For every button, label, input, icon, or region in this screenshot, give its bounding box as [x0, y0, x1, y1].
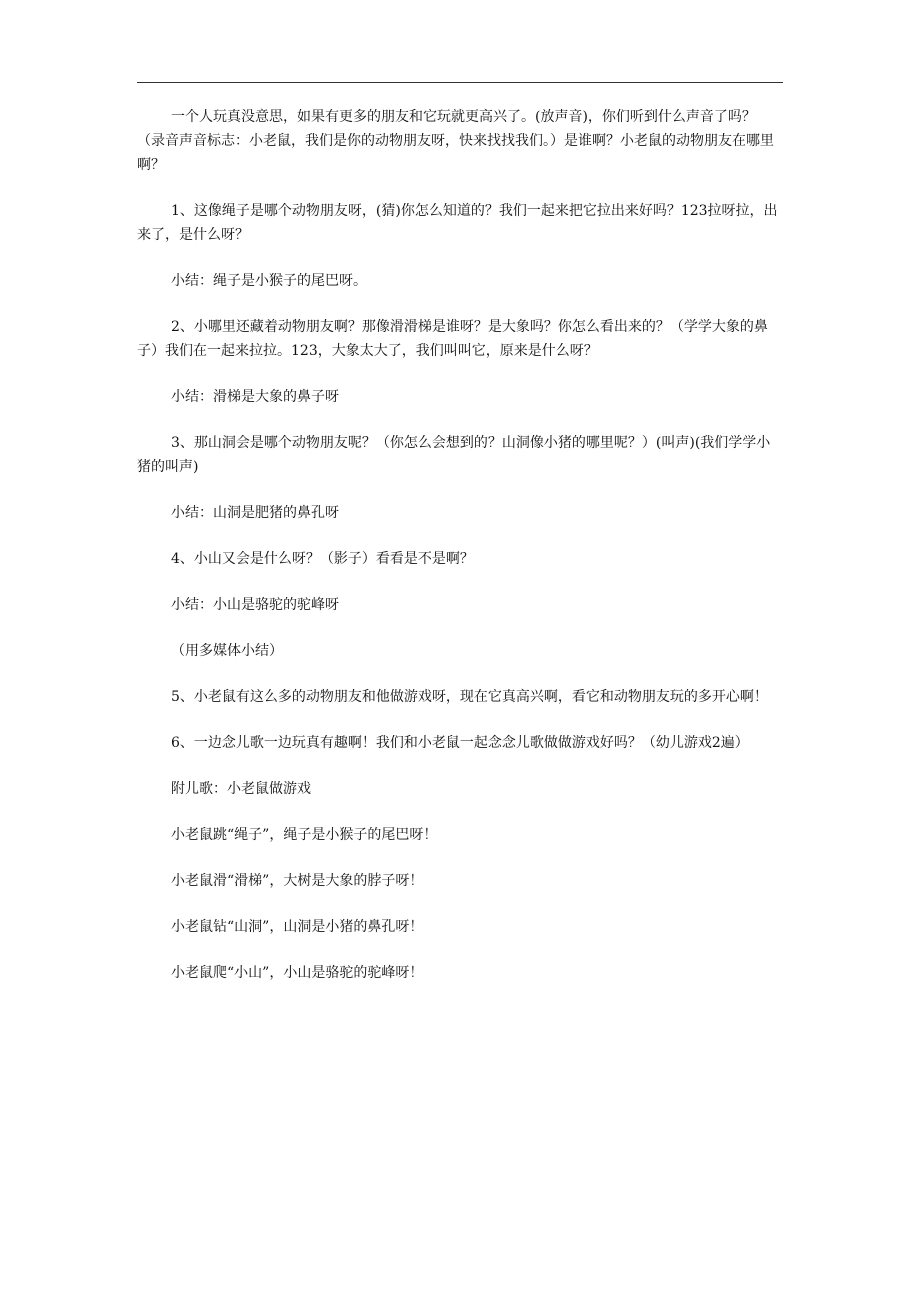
summary-3-paragraph: 小结：山洞是肥猪的鼻孔呀	[171, 505, 339, 521]
multimedia-note: （用多媒体小结）	[171, 643, 283, 659]
rhyme-title: 附儿歌：小老鼠做游戏	[171, 781, 311, 797]
step-6-paragraph: 6、一边念儿歌一边玩真有趣啊！我们和小老鼠一起念念儿歌做做游戏好吗？（幼儿游戏2遍）	[171, 735, 749, 751]
summary-4-paragraph: 小结：小山是骆驼的驼峰呀	[171, 597, 339, 613]
intro-paragraph: 一个人玩真没意思，如果有更多的朋友和它玩就更高兴了。(放声音)，你们听到什么声音了吗？（录音声音标志：小老鼠，我们是你的动物朋友呀，快来找找我们。）是谁啊？小老鼠的动物朋友在哪里啊？	[137, 109, 774, 173]
document-body	[137, 105, 783, 985]
step-4-paragraph: 4、小山又会是什么呀？（影子）看看是不是啊？	[171, 551, 474, 567]
summary-2-paragraph: 小结：滑梯是大象的鼻子呀	[171, 389, 339, 405]
step-3-paragraph: 3、那山洞会是哪个动物朋友呢？（你怎么会想到的？山洞像小猪的哪里呢？）(叫声)(我们学学小猪的叫声)	[137, 435, 771, 475]
header-rule	[137, 82, 783, 83]
step-2-paragraph: 2、小哪里还藏着动物朋友啊？那像滑滑梯是谁呀？是大象吗？你怎么看出来的？（学学大象的鼻子）我们在一起来拉拉。123，大象太大了，我们叫叫它，原来是什么呀？	[137, 319, 768, 359]
step-1-paragraph: 1、这像绳子是哪个动物朋友呀，(猜)你怎么知道的？我们一起来把它拉出来好吗？123拉呀拉，出来了，是什么呀？	[137, 203, 778, 243]
rhyme-line-4: 小老鼠爬“小山”，小山是骆驼的驼峰呀！	[171, 965, 424, 981]
rhyme-line-3: 小老鼠钻“山洞”，山洞是小猪的鼻孔呀！	[171, 919, 424, 935]
summary-1-paragraph: 小结：绳子是小猴子的尾巴呀。	[171, 273, 367, 289]
rhyme-line-1: 小老鼠跳“绳子”，绳子是小猴子的尾巴呀！	[171, 827, 438, 843]
step-5-paragraph: 5、小老鼠有这么多的动物朋友和他做游戏呀，现在它真高兴啊，看它和动物朋友玩的多开心啊！	[171, 689, 768, 705]
rhyme-line-2: 小老鼠滑“滑梯”，大树是大象的脖子呀！	[171, 873, 424, 889]
